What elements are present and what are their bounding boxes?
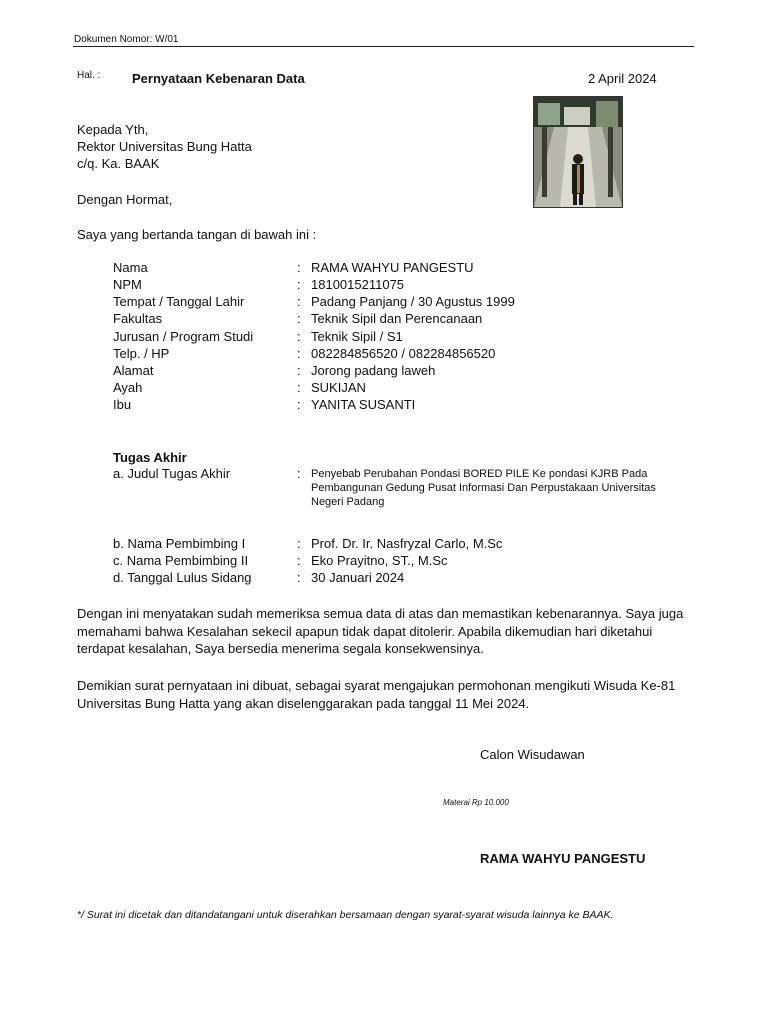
colon: : (297, 553, 301, 568)
identity-label: Tempat / Tanggal Lahir (113, 294, 245, 309)
identity-value: 1810015211075 (311, 277, 405, 292)
identity-value: YANITA SUSANTI (311, 397, 416, 412)
colon: : (297, 466, 301, 481)
defense-date-label: d. Tanggal Lulus Sidang (113, 570, 252, 585)
advisor1-value: Prof. Dr. Ir. Nasfryzal Carlo, M.Sc (311, 536, 503, 551)
identity-value: SUKIJAN (311, 380, 366, 395)
letter-subject: Pernyataan Kebenaran Data (132, 71, 305, 86)
defense-date-value: 30 Januari 2024 (311, 570, 405, 585)
thesis-heading: Tugas Akhir (113, 450, 187, 465)
colon: : (297, 311, 301, 326)
footnote: */ Surat ini dicetak dan ditandatangani untuk diserahkan bersamaan dengan syarat-syarat wisuda lainnya ke BAAK. (77, 909, 614, 921)
recipient-attention: c/q. Ka. BAAK (77, 156, 160, 171)
declaration-paragraph: Dengan ini menyatakan sudah memeriksa semua data di atas dan memastikan kebenarannya. Saya juga memahami bahwa Kesalahan sekecil apapun tidak dapat ditolerir. Apabila dikemudian hari diketahui terdapat kesalahan, Saya bersedia menerima segala konsekwensinya. (77, 606, 684, 656)
signer-role: Calon Wisudawan (480, 747, 585, 762)
identity-label: Ayah (113, 380, 143, 395)
identity-value: Padang Panjang / 30 Agustus 1999 (311, 294, 515, 309)
hal-label: Hal. : (77, 70, 101, 81)
colon: : (297, 277, 301, 292)
signer-name: RAMA WAHYU PANGESTU (480, 851, 646, 866)
advisor2-value: Eko Prayitno, ST., M.Sc (311, 553, 448, 568)
student-photo-image (534, 97, 622, 207)
identity-label: Alamat (113, 363, 154, 378)
header-divider (73, 46, 694, 47)
stamp-note: Materai Rp 10.000 (443, 798, 509, 807)
closing-paragraph: Demikian surat pernyataan ini dibuat, sebagai syarat mengajukan permohonan mengikuti Wisuda Ke-81 Universitas Bung Hatta yang akan diselenggarakan pada tanggal 11 Mei 2024. (77, 678, 676, 711)
colon: : (297, 346, 301, 361)
colon: : (297, 570, 301, 585)
advisor2-label: c. Nama Pembimbing II (113, 553, 249, 568)
identity-value: 082284856520 / 082284856520 (311, 346, 496, 361)
identity-value: RAMA WAHYU PANGESTU (311, 260, 474, 275)
colon: : (297, 536, 301, 551)
colon: : (297, 363, 301, 378)
colon: : (297, 294, 301, 309)
identity-label: Jurusan / Program Studi (113, 329, 254, 344)
thesis-title-label: a. Judul Tugas Akhir (113, 466, 231, 481)
identity-label: NPM (113, 277, 142, 292)
identity-label: Nama (113, 260, 148, 275)
colon: : (297, 260, 301, 275)
identity-value: Jorong padang laweh (311, 363, 436, 378)
colon: : (297, 380, 301, 395)
identity-value: Teknik Sipil / S1 (311, 329, 403, 344)
colon: : (297, 329, 301, 344)
identity-value: Teknik Sipil dan Perencanaan (311, 311, 483, 326)
document-number: Dokumen Nomor: W/01 (74, 34, 179, 45)
student-photo (533, 96, 623, 208)
recipient-name: Rektor Universitas Bung Hatta (77, 139, 252, 154)
recipient-greeting: Kepada Yth, (77, 122, 149, 137)
letter-date: 2 April 2024 (588, 71, 657, 86)
thesis-title-value: Penyebab Perubahan Pondasi BORED PILE Ke pondasi KJRB Pada Pembangunan Gedung Pusat Informasi Dan Perpustakaan Universitas Negeri Padang (311, 468, 656, 508)
colon: : (297, 397, 301, 412)
identity-label: Ibu (113, 397, 132, 412)
identity-label: Fakultas (113, 311, 163, 326)
intro-line: Saya yang bertanda tangan di bawah ini : (77, 227, 317, 242)
advisor1-label: b. Nama Pembimbing I (113, 536, 246, 551)
identity-label: Telp. / HP (113, 346, 170, 361)
salutation: Dengan Hormat, (77, 192, 173, 207)
